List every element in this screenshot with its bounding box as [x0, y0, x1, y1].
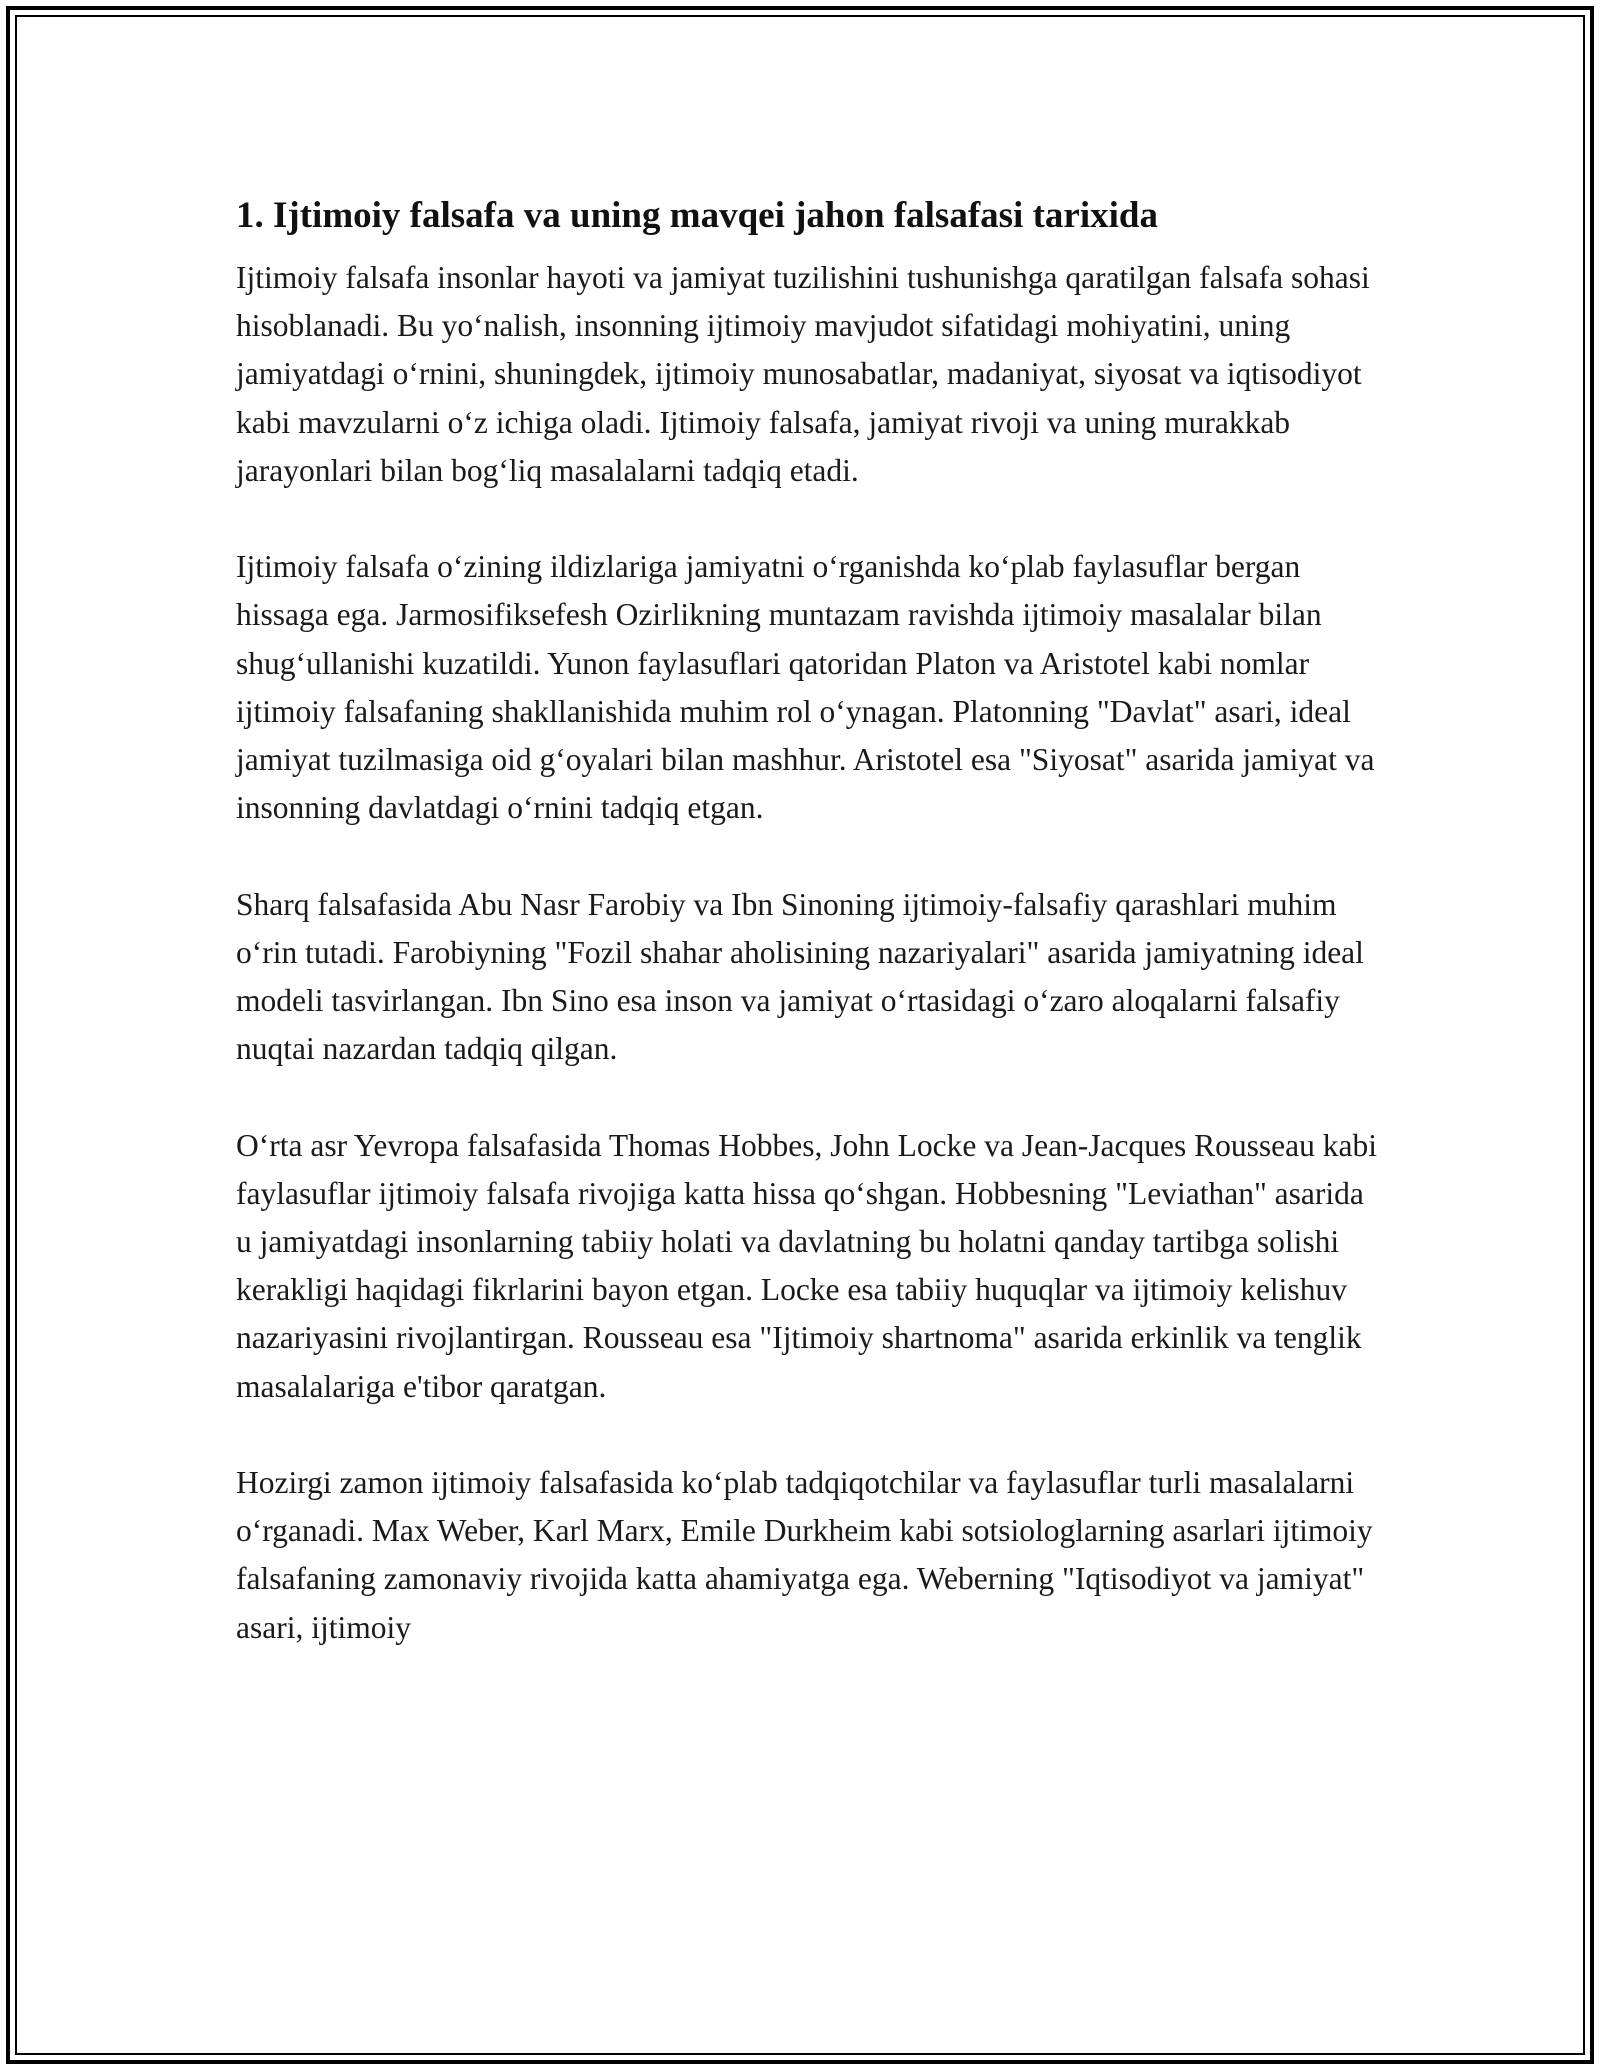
paragraph-intro: Ijtimoiy falsafa insonlar hayoti va jamiyat tuzilishini tushunishga qaratilgan falsafa sohasi hisoblanadi. Bu yo‘nalish, insonning ijtimoiy mavjudot sifatidagi mohiyatini, uning jamiyatdagi o‘rnini, shuningdek, ijtimoiy munosabatlar, madaniyat, siyosat va iqtisodiyot kabi mavzularni o‘z ichiga oladi. Ijtimoiy falsafa, jamiyat rivoji va uning murakkab jarayonlari bilan bog‘liq masalalarni tadqiq etadi. — [236, 260, 1370, 488]
section-heading: 1. Ijtimoiy falsafa va uning mavqei jahon falsafasi tarixida — [236, 195, 1158, 236]
paragraph-ancient-philosophers: Ijtimoiy falsafa o‘zining ildizlariga jamiyatni o‘rganishda ko‘plab faylasuflar bergan hissaga ega. Jarmosifiksefesh Ozirlikning muntazam ravishda ijtimoiy masalalar bilan shug‘ullanishi kuzatildi. Yunon faylasuflari qatoridan Platon va Aristotel kabi nomlar ijtimoiy falsafaning shakllanishida muhim rol o‘ynagan. Platonning "Davlat" asari, ideal jamiyat tuzilmasiga oid g‘oyalari bilan mashhur. Aristotel esa "Siyosat" asarida jamiyat va insonning davlatdagi o‘rnini tadqiq etgan. — [236, 549, 1375, 826]
paragraph-european-philosophy: O‘rta asr Yevropa falsafasida Thomas Hobbes, John Locke va Jean-Jacques Rousseau kabi faylasuflar ijtimoiy falsafa rivojiga katta hissa qo‘shgan. Hobbesning "Leviathan" asarida u jamiyatdagi insonlarning tabiiy holati va davlatning bu holatni qanday tartibga solishi kerakligi haqidagi fikrlarini bayon etgan. Locke esa tabiiy huquqlar va ijtimoiy kelishuv nazariyasini rivojlantirgan. Rousseau esa "Ijtimoiy shartnoma" asarida erkinlik va tenglik masalalariga e'tibor qaratgan. — [236, 1127, 1377, 1404]
document-body — [236, 190, 1386, 1700]
paragraph-eastern-philosophy: Sharq falsafasida Abu Nasr Farobiy va Ibn Sinoning ijtimoiy-falsafiy qarashlari muhim o‘rin tutadi. Farobiyning "Fozil shahar aholisining nazariyalari" asarida jamiyatning ideal modeli tasvirlangan. Ibn Sino esa inson va jamiyat o‘rtasidagi o‘zaro aloqalarni falsafiy nuqtai nazardan tadqiq qilgan. — [236, 886, 1364, 1067]
paragraph-modern-philosophy: Hozirgi zamon ijtimoiy falsafasida ko‘plab tadqiqotchilar va faylasuflar turli masalalarni o‘rganadi. Max Weber, Karl Marx, Emile Durkheim kabi sotsiologlarning asarlari ijtimoiy falsafaning zamonaviy rivojida katta ahamiyatga ega. Weberning "Iqtisodiyot va jamiyat" asari, ijtimoiy — [236, 1465, 1373, 1645]
